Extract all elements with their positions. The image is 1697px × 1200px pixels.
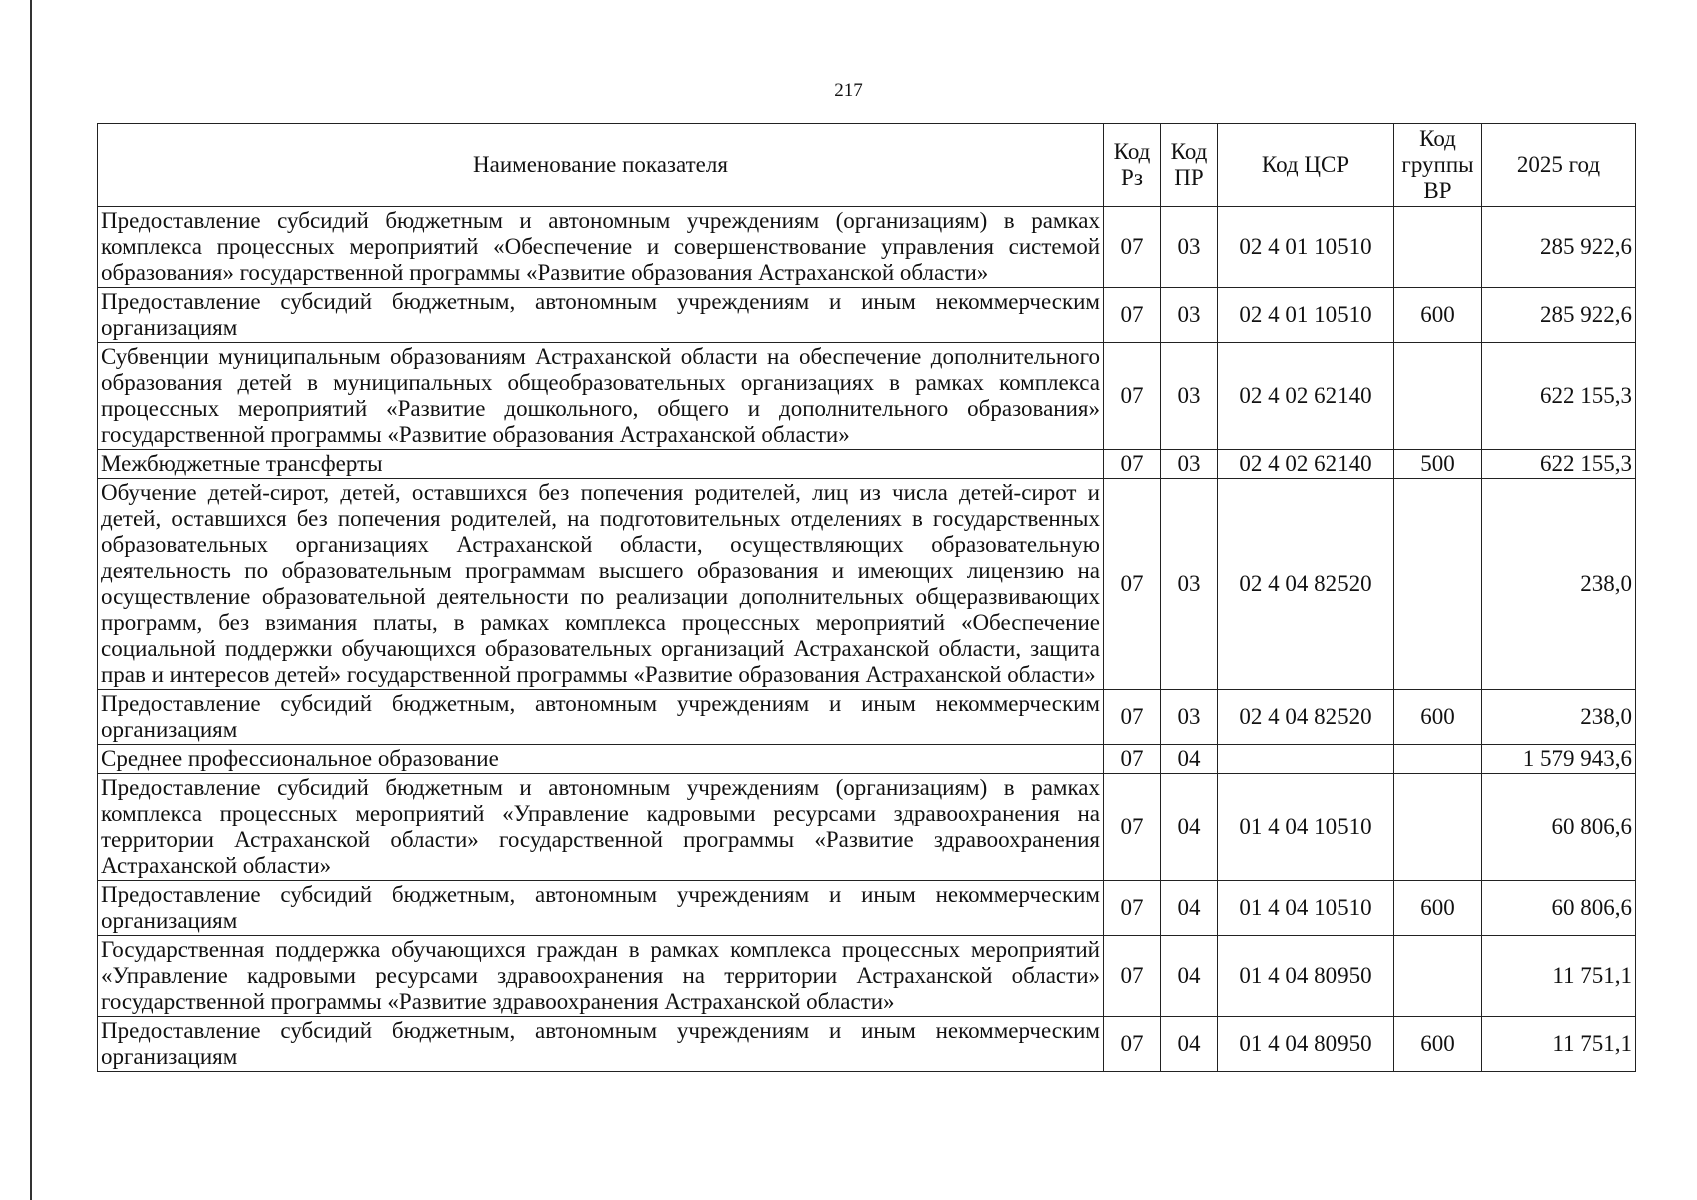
header-pr: Код ПР xyxy=(1161,124,1218,207)
cell-rz: 07 xyxy=(1104,450,1161,479)
cell-amount: 622 155,3 xyxy=(1482,343,1636,450)
header-csr: Код ЦСР xyxy=(1218,124,1394,207)
cell-vr: 600 xyxy=(1394,690,1482,745)
cell-rz: 07 xyxy=(1104,936,1161,1017)
cell-vr xyxy=(1394,343,1482,450)
cell-amount: 60 806,6 xyxy=(1482,881,1636,936)
cell-rz: 07 xyxy=(1104,690,1161,745)
cell-amount: 285 922,6 xyxy=(1482,288,1636,343)
cell-pr: 04 xyxy=(1161,936,1218,1017)
cell-name: Субвенции муниципальным образованиям Астраханской области на обеспечение дополнительного образования детей в муниципальных общеобразовательных организациях в рамках комплекса процессных мероприятий «Развитие дошкольного, общего и дополнительного образования» государственной программы «Развитие образования Астраханской области» xyxy=(98,343,1104,450)
cell-amount: 11 751,1 xyxy=(1482,1017,1636,1072)
cell-pr: 03 xyxy=(1161,479,1218,690)
cell-vr xyxy=(1394,479,1482,690)
cell-amount: 622 155,3 xyxy=(1482,450,1636,479)
cell-vr: 600 xyxy=(1394,881,1482,936)
cell-rz: 07 xyxy=(1104,288,1161,343)
table-row xyxy=(98,1017,1636,1072)
cell-amount: 238,0 xyxy=(1482,690,1636,745)
cell-name: Обучение детей-сирот, детей, оставшихся без попечения родителей, лиц из числа детей-сирот и детей, оставшихся без попечения родителей, на подготовительных отделениях в государственных образовательных организациях Астраханской области, осуществляющих образовательную деятельность по образовательным программам высшего образования и имеющих лицензию на осуществление образовательной деятельности по реализации дополнительных общеразвивающих программ, без взимания платы, в рамках комплекса процессных мероприятий «Обеспечение социальной поддержки обучающихся образовательных организаций Астраханской области, защита прав и интересов детей» государственной программы «Развитие образования Астраханской области» xyxy=(98,479,1104,690)
cell-csr: 02 4 04 82520 xyxy=(1218,479,1394,690)
cell-rz: 07 xyxy=(1104,745,1161,774)
cell-csr: 01 4 04 10510 xyxy=(1218,881,1394,936)
cell-pr: 04 xyxy=(1161,1017,1218,1072)
cell-amount: 11 751,1 xyxy=(1482,936,1636,1017)
cell-csr: 02 4 01 10510 xyxy=(1218,288,1394,343)
cell-rz: 07 xyxy=(1104,479,1161,690)
cell-name: Предоставление субсидий бюджетным, автономным учреждениям и иным некоммерческим организациям xyxy=(98,881,1104,936)
cell-rz: 07 xyxy=(1104,774,1161,881)
table-row xyxy=(98,745,1636,774)
cell-csr xyxy=(1218,745,1394,774)
cell-vr: 600 xyxy=(1394,288,1482,343)
cell-name: Предоставление субсидий бюджетным и автономным учреждениям (организациям) в рамках комплекса процессных мероприятий «Обеспечение и совершенствование управления системой образования» государственной программы «Развитие образования Астраханской области» xyxy=(98,207,1104,288)
cell-csr: 01 4 04 10510 xyxy=(1218,774,1394,881)
table-header-row xyxy=(98,124,1636,207)
cell-vr: 500 xyxy=(1394,450,1482,479)
budget-table xyxy=(97,123,1636,1072)
header-name: Наименование показателя xyxy=(98,124,1104,207)
cell-name: Предоставление субсидий бюджетным и автономным учреждениям (организациям) в рамках комплекса процессных мероприятий «Управление кадровыми ресурсами здравоохранения на территории Астраханской области» государственной программы «Развитие здравоохранения Астраханской области» xyxy=(98,774,1104,881)
table-row xyxy=(98,774,1636,881)
cell-amount: 1 579 943,6 xyxy=(1482,745,1636,774)
cell-csr: 01 4 04 80950 xyxy=(1218,1017,1394,1072)
cell-pr: 03 xyxy=(1161,450,1218,479)
cell-csr: 02 4 02 62140 xyxy=(1218,450,1394,479)
cell-rz: 07 xyxy=(1104,1017,1161,1072)
cell-name: Среднее профессиональное образование xyxy=(98,745,1104,774)
cell-pr: 03 xyxy=(1161,207,1218,288)
cell-rz: 07 xyxy=(1104,881,1161,936)
binding-margin-line xyxy=(30,0,32,1200)
cell-pr: 03 xyxy=(1161,343,1218,450)
cell-name: Межбюджетные трансферты xyxy=(98,450,1104,479)
cell-pr: 03 xyxy=(1161,690,1218,745)
cell-vr xyxy=(1394,936,1482,1017)
header-amount: 2025 год xyxy=(1482,124,1636,207)
cell-vr xyxy=(1394,745,1482,774)
table-row xyxy=(98,288,1636,343)
cell-name: Предоставление субсидий бюджетным, автономным учреждениям и иным некоммерческим организациям xyxy=(98,1017,1104,1072)
table-row xyxy=(98,936,1636,1017)
cell-rz: 07 xyxy=(1104,343,1161,450)
cell-rz: 07 xyxy=(1104,207,1161,288)
table-row xyxy=(98,881,1636,936)
cell-pr: 04 xyxy=(1161,745,1218,774)
cell-amount: 60 806,6 xyxy=(1482,774,1636,881)
table-row xyxy=(98,450,1636,479)
cell-name: Предоставление субсидий бюджетным, автономным учреждениям и иным некоммерческим организациям xyxy=(98,288,1104,343)
table-row xyxy=(98,207,1636,288)
header-rz: Код Рз xyxy=(1104,124,1161,207)
cell-name: Предоставление субсидий бюджетным, автономным учреждениям и иным некоммерческим организациям xyxy=(98,690,1104,745)
cell-csr: 02 4 01 10510 xyxy=(1218,207,1394,288)
page-number: 217 xyxy=(834,80,863,101)
table-row xyxy=(98,690,1636,745)
cell-vr xyxy=(1394,207,1482,288)
cell-csr: 02 4 04 82520 xyxy=(1218,690,1394,745)
cell-csr: 01 4 04 80950 xyxy=(1218,936,1394,1017)
cell-name: Государственная поддержка обучающихся граждан в рамках комплекса процессных мероприятий «Управление кадровыми ресурсами здравоохранения на территории Астраханской области» государственной программы «Развитие здравоохранения Астраханской области» xyxy=(98,936,1104,1017)
cell-pr: 03 xyxy=(1161,288,1218,343)
header-vr: Код группы ВР xyxy=(1394,124,1482,207)
cell-amount: 285 922,6 xyxy=(1482,207,1636,288)
cell-amount: 238,0 xyxy=(1482,479,1636,690)
cell-pr: 04 xyxy=(1161,881,1218,936)
table-row xyxy=(98,479,1636,690)
cell-vr xyxy=(1394,774,1482,881)
cell-pr: 04 xyxy=(1161,774,1218,881)
cell-csr: 02 4 02 62140 xyxy=(1218,343,1394,450)
cell-vr: 600 xyxy=(1394,1017,1482,1072)
table-row xyxy=(98,343,1636,450)
